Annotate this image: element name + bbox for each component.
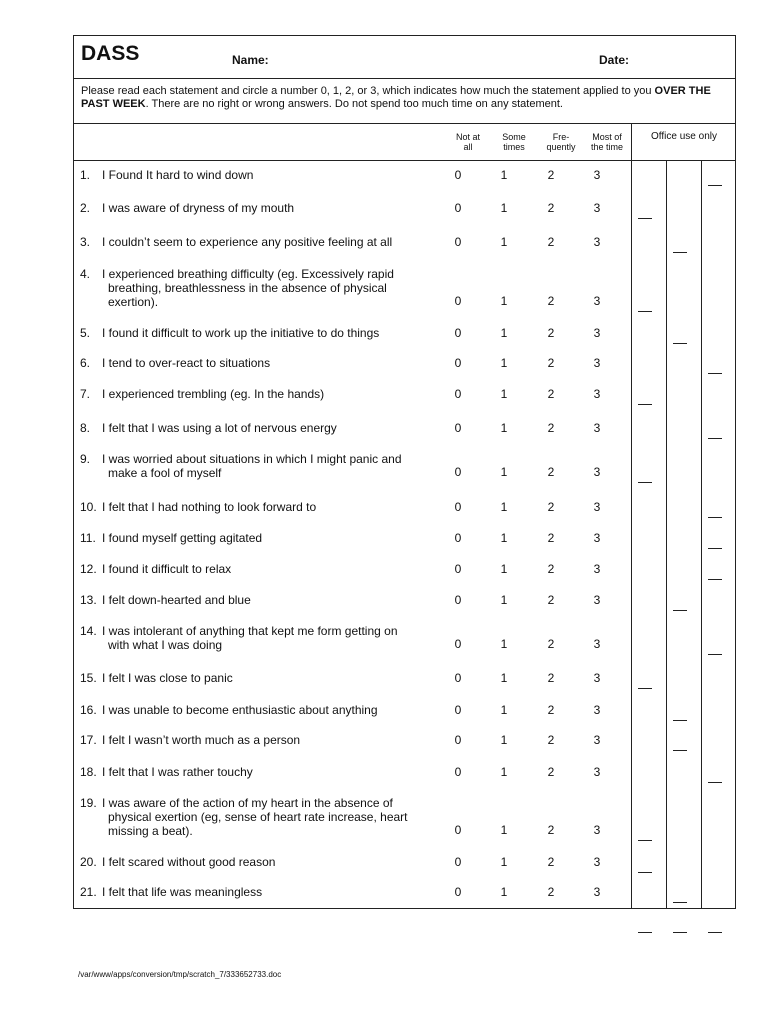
- office-score-blank: [708, 438, 722, 439]
- question-text: I felt that I was using a lot of nervous energy: [102, 421, 337, 435]
- office-score-blank: [638, 404, 652, 405]
- rating-option-0[interactable]: 0: [454, 823, 462, 837]
- question-12: [80, 562, 440, 576]
- form-title: DASS: [81, 42, 140, 65]
- rating-option-2[interactable]: 2: [547, 168, 555, 182]
- rating-option-1[interactable]: 1: [500, 562, 508, 576]
- question-text: I couldn’t seem to experience any positive feeling at all: [102, 235, 393, 249]
- rating-option-2[interactable]: 2: [547, 201, 555, 215]
- question-7: [80, 387, 440, 401]
- rating-option-2[interactable]: 2: [547, 703, 555, 717]
- question-1: [80, 168, 440, 182]
- office-total-blank: [638, 932, 652, 933]
- office-score-blank: [638, 311, 652, 312]
- question-text: I was aware of the action of my heart in the absence of: [102, 796, 393, 810]
- office-score-blank: [708, 373, 722, 374]
- rating-option-0[interactable]: 0: [454, 235, 462, 249]
- rating-option-1[interactable]: 1: [500, 765, 508, 779]
- question-number: 14.: [80, 624, 97, 638]
- rating-option-3[interactable]: 3: [593, 168, 601, 182]
- office-score-blank: [708, 579, 722, 580]
- rating-option-1[interactable]: 1: [500, 531, 508, 545]
- rating-option-0[interactable]: 0: [454, 326, 462, 340]
- question-text: I tend to over-react to situations: [102, 356, 271, 370]
- rating-option-0[interactable]: 0: [454, 593, 462, 607]
- rating-option-3[interactable]: 3: [593, 593, 601, 607]
- instructions-emphasis: OVER THE PAST WEEK: [81, 85, 711, 110]
- question-21: [80, 885, 440, 899]
- rating-option-0[interactable]: 0: [454, 885, 462, 899]
- rating-option-3[interactable]: 3: [593, 465, 601, 479]
- rating-option-2[interactable]: 2: [547, 387, 555, 401]
- rating-option-0[interactable]: 0: [454, 294, 462, 308]
- rating-option-0[interactable]: 0: [454, 531, 462, 545]
- rating-option-0[interactable]: 0: [454, 562, 462, 576]
- rating-option-0[interactable]: 0: [454, 168, 462, 182]
- office-score-blank: [638, 872, 652, 873]
- rating-option-2[interactable]: 2: [547, 235, 555, 249]
- rating-option-1[interactable]: 1: [500, 855, 508, 869]
- rating-option-1[interactable]: 1: [500, 294, 508, 308]
- question-14: [80, 624, 440, 652]
- office-total-blank: [708, 932, 722, 933]
- rating-option-0[interactable]: 0: [454, 201, 462, 215]
- rating-option-0[interactable]: 0: [454, 500, 462, 514]
- question-number: 17.: [80, 733, 97, 747]
- rating-option-0[interactable]: 0: [454, 855, 462, 869]
- office-score-blank: [673, 720, 687, 721]
- question-10: [80, 500, 440, 514]
- question-text: I experienced breathing difficulty (eg. Excessively rapid: [102, 267, 394, 281]
- rating-option-2[interactable]: 2: [547, 465, 555, 479]
- question-text: I found myself getting agitated: [102, 531, 263, 545]
- rating-option-3[interactable]: 3: [593, 733, 601, 747]
- question-text: I found it difficult to relax: [102, 562, 232, 576]
- column-header-sometimes: Some times: [502, 132, 526, 152]
- rating-option-2[interactable]: 2: [547, 671, 555, 685]
- rating-option-0[interactable]: 0: [454, 421, 462, 435]
- question-5: [80, 326, 440, 340]
- rating-option-1[interactable]: 1: [500, 885, 508, 899]
- rating-option-2[interactable]: 2: [547, 421, 555, 435]
- rating-option-2[interactable]: 2: [547, 823, 555, 837]
- question-text: missing a beat).: [108, 824, 193, 838]
- question-number: 1.: [80, 168, 91, 182]
- office-score-blank: [708, 185, 722, 186]
- rating-option-3[interactable]: 3: [593, 531, 601, 545]
- rating-option-3[interactable]: 3: [593, 387, 601, 401]
- instructions-text: Please read each statement and circle a number 0, 1, 2, or 3, which indicates how much the statement applied to you: [81, 85, 655, 97]
- rating-option-3[interactable]: 3: [593, 637, 601, 651]
- question-20: [80, 855, 440, 869]
- office-total-blank: [673, 932, 687, 933]
- rating-option-2[interactable]: 2: [547, 531, 555, 545]
- office-use-header: Office use only: [651, 131, 717, 142]
- question-number: 19.: [80, 796, 97, 810]
- question-19: [80, 796, 440, 838]
- question-text: I was unable to become enthusiastic about anything: [102, 703, 378, 717]
- rating-option-2[interactable]: 2: [547, 356, 555, 370]
- question-18: [80, 765, 440, 779]
- office-column-rule: [701, 160, 702, 909]
- question-text: make a fool of myself: [108, 466, 222, 480]
- question-number: 9.: [80, 452, 91, 466]
- question-text: I felt that life was meaningless: [102, 885, 263, 899]
- rating-option-1[interactable]: 1: [500, 465, 508, 479]
- instructions-tail: . There are no right or wrong answers. Do not spend too much time on any statement.: [145, 98, 563, 110]
- column-header-not-at-all: Not at all: [455, 132, 480, 152]
- rating-option-1[interactable]: 1: [500, 356, 508, 370]
- question-number: 18.: [80, 765, 97, 779]
- question-text: I felt I was close to panic: [102, 671, 233, 685]
- rating-option-1[interactable]: 1: [500, 326, 508, 340]
- question-6: [80, 356, 440, 370]
- column-header-divider: [73, 160, 736, 161]
- rating-option-1[interactable]: 1: [500, 823, 508, 837]
- question-text: I felt scared without good reason: [102, 855, 276, 869]
- question-text: exertion).: [108, 295, 159, 309]
- rating-option-3[interactable]: 3: [593, 421, 601, 435]
- question-number: 16.: [80, 703, 97, 717]
- rating-option-3[interactable]: 3: [593, 201, 601, 215]
- question-number: 20.: [80, 855, 97, 869]
- question-text: I experienced trembling (eg. In the hands): [102, 387, 325, 401]
- question-9: [80, 452, 440, 480]
- rating-option-2[interactable]: 2: [547, 637, 555, 651]
- rating-option-0[interactable]: 0: [454, 671, 462, 685]
- rating-option-2[interactable]: 2: [547, 855, 555, 869]
- rating-option-0[interactable]: 0: [454, 765, 462, 779]
- question-2: [80, 201, 440, 215]
- rating-option-1[interactable]: 1: [500, 637, 508, 651]
- office-score-blank: [708, 654, 722, 655]
- rating-option-2[interactable]: 2: [547, 294, 555, 308]
- instructions: [81, 85, 729, 111]
- rating-option-0[interactable]: 0: [454, 465, 462, 479]
- rating-option-3[interactable]: 3: [593, 823, 601, 837]
- rating-option-2[interactable]: 2: [547, 765, 555, 779]
- rating-option-2[interactable]: 2: [547, 733, 555, 747]
- question-text: with what I was doing: [108, 638, 223, 652]
- office-score-blank: [673, 610, 687, 611]
- rating-option-1[interactable]: 1: [500, 235, 508, 249]
- instructions-divider: [73, 123, 736, 124]
- question-number: 13.: [80, 593, 97, 607]
- question-number: 3.: [80, 235, 91, 249]
- question-number: 15.: [80, 671, 97, 685]
- office-score-blank: [708, 782, 722, 783]
- office-score-blank: [673, 902, 687, 903]
- rating-option-2[interactable]: 2: [547, 326, 555, 340]
- rating-option-1[interactable]: 1: [500, 168, 508, 182]
- rating-option-3[interactable]: 3: [593, 500, 601, 514]
- question-11: [80, 531, 440, 545]
- rating-option-3[interactable]: 3: [593, 765, 601, 779]
- rating-option-3[interactable]: 3: [593, 855, 601, 869]
- office-score-blank: [708, 548, 722, 549]
- rating-option-3[interactable]: 3: [593, 671, 601, 685]
- question-text: I felt down-hearted and blue: [102, 593, 251, 607]
- column-header-frequently: Fre- quently: [546, 132, 576, 152]
- question-text: I felt I wasn’t worth much as a person: [102, 733, 301, 747]
- date-label: Date:: [599, 53, 630, 67]
- rating-option-3[interactable]: 3: [593, 294, 601, 308]
- question-number: 12.: [80, 562, 97, 576]
- rating-option-2[interactable]: 2: [547, 500, 555, 514]
- rating-option-0[interactable]: 0: [454, 733, 462, 747]
- office-score-blank: [638, 840, 652, 841]
- question-text: I found it difficult to work up the initiative to do things: [102, 326, 380, 340]
- rating-option-0[interactable]: 0: [454, 637, 462, 651]
- question-13: [80, 593, 440, 607]
- question-text: I was aware of dryness of my mouth: [102, 201, 295, 215]
- rating-option-1[interactable]: 1: [500, 733, 508, 747]
- rating-option-3[interactable]: 3: [593, 326, 601, 340]
- rating-option-3[interactable]: 3: [593, 356, 601, 370]
- rating-option-3[interactable]: 3: [593, 885, 601, 899]
- office-score-blank: [673, 252, 687, 253]
- question-text: breathing, breathlessness in the absence of physical: [108, 281, 387, 295]
- office-column-rule: [666, 160, 667, 909]
- question-number: 10.: [80, 500, 97, 514]
- rating-option-3[interactable]: 3: [593, 562, 601, 576]
- question-number: 7.: [80, 387, 91, 401]
- office-score-blank: [673, 343, 687, 344]
- question-text: I felt that I was rather touchy: [102, 765, 253, 779]
- rating-option-2[interactable]: 2: [547, 885, 555, 899]
- rating-option-0[interactable]: 0: [454, 387, 462, 401]
- question-text: I Found It hard to wind down: [102, 168, 254, 182]
- rating-option-1[interactable]: 1: [500, 387, 508, 401]
- rating-option-1[interactable]: 1: [500, 671, 508, 685]
- office-score-blank: [708, 517, 722, 518]
- office-score-blank: [638, 482, 652, 483]
- question-number: 8.: [80, 421, 91, 435]
- rating-option-0[interactable]: 0: [454, 356, 462, 370]
- office-score-blank: [673, 750, 687, 751]
- rating-option-1[interactable]: 1: [500, 500, 508, 514]
- rating-option-1[interactable]: 1: [500, 593, 508, 607]
- question-15: [80, 671, 440, 685]
- question-8: [80, 421, 440, 435]
- question-number: 2.: [80, 201, 91, 215]
- question-number: 11.: [80, 531, 96, 545]
- question-text: I was intolerant of anything that kept me form getting on: [102, 624, 398, 638]
- name-label: Name:: [232, 53, 269, 67]
- rating-option-2[interactable]: 2: [547, 593, 555, 607]
- file-path-footer: /var/www/apps/conversion/tmp/scratch_7/333652733.doc: [78, 970, 282, 979]
- question-4: [80, 267, 440, 309]
- question-text: I was worried about situations in which I might panic and: [102, 452, 402, 466]
- rating-option-1[interactable]: 1: [500, 201, 508, 215]
- rating-option-1[interactable]: 1: [500, 703, 508, 717]
- question-text: I felt that I had nothing to look forward to: [102, 500, 317, 514]
- question-number: 6.: [80, 356, 91, 370]
- rating-option-3[interactable]: 3: [593, 235, 601, 249]
- question-number: 21.: [80, 885, 97, 899]
- rating-option-1[interactable]: 1: [500, 421, 508, 435]
- question-16: [80, 703, 440, 717]
- question-text: physical exertion (eg, sense of heart rate increase, heart: [108, 810, 408, 824]
- office-score-blank: [638, 218, 652, 219]
- header-divider: [73, 78, 736, 79]
- question-17: [80, 733, 440, 747]
- rating-option-2[interactable]: 2: [547, 562, 555, 576]
- office-column-rule: [631, 123, 632, 909]
- office-score-blank: [638, 688, 652, 689]
- rating-option-0[interactable]: 0: [454, 703, 462, 717]
- question-3: [80, 235, 440, 249]
- rating-option-3[interactable]: 3: [593, 703, 601, 717]
- question-number: 5.: [80, 326, 91, 340]
- column-header-most-of-time: Most of the time: [590, 132, 623, 152]
- question-number: 4.: [80, 267, 91, 281]
